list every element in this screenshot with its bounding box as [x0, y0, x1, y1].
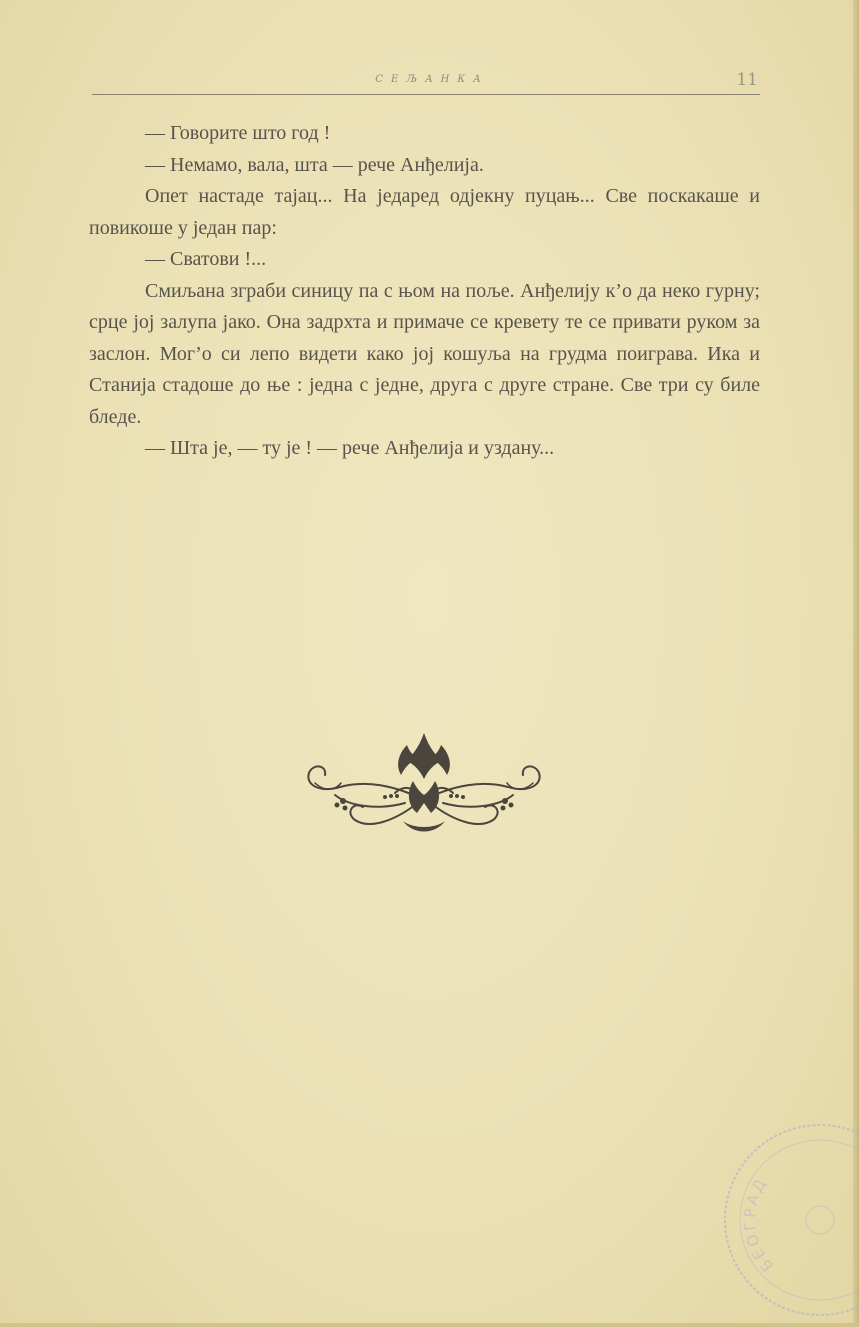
floral-vignette-ornament-icon — [295, 725, 553, 840]
running-title: СЕЉАНКА — [375, 74, 489, 85]
body-text — [89, 118, 760, 465]
svg-text:БЕОГРАД — [715, 1170, 815, 1276]
paragraph-6: — Шта је, — ту је ! — рече Анђелија и уздану... — [145, 437, 555, 459]
stamp-text: БЕОГРАД — [740, 1173, 777, 1276]
paragraph-5: Смиљана зграби синицу па с њом на поље. Анђелију к’о да неко гурну; срце јој залупа јако. Она задрхта и примаче се кревету те се привати руком за заслон. Мог’о си лепо видети како јој кошуља на грудма поиграва. Ика и Станија стадоше до ње : једна с једне, друга с друге стране. Све три су биле бледе. — [89, 279, 760, 428]
paragraph-1: — Говорите што год ! — [145, 122, 331, 144]
page-header — [92, 68, 760, 95]
library-stamp-icon — [715, 1115, 859, 1325]
page-number: 11 — [736, 70, 758, 90]
paragraph-2: — Немамо, вала, шта — рече Анђелија. — [145, 153, 484, 176]
paragraph-4: — Сватови !... — [145, 248, 267, 270]
paragraph-3: Опет настаде тајац... На једаред одјекну пуцањ... Све поскакаше и повикоше у један пар: — [89, 185, 760, 239]
